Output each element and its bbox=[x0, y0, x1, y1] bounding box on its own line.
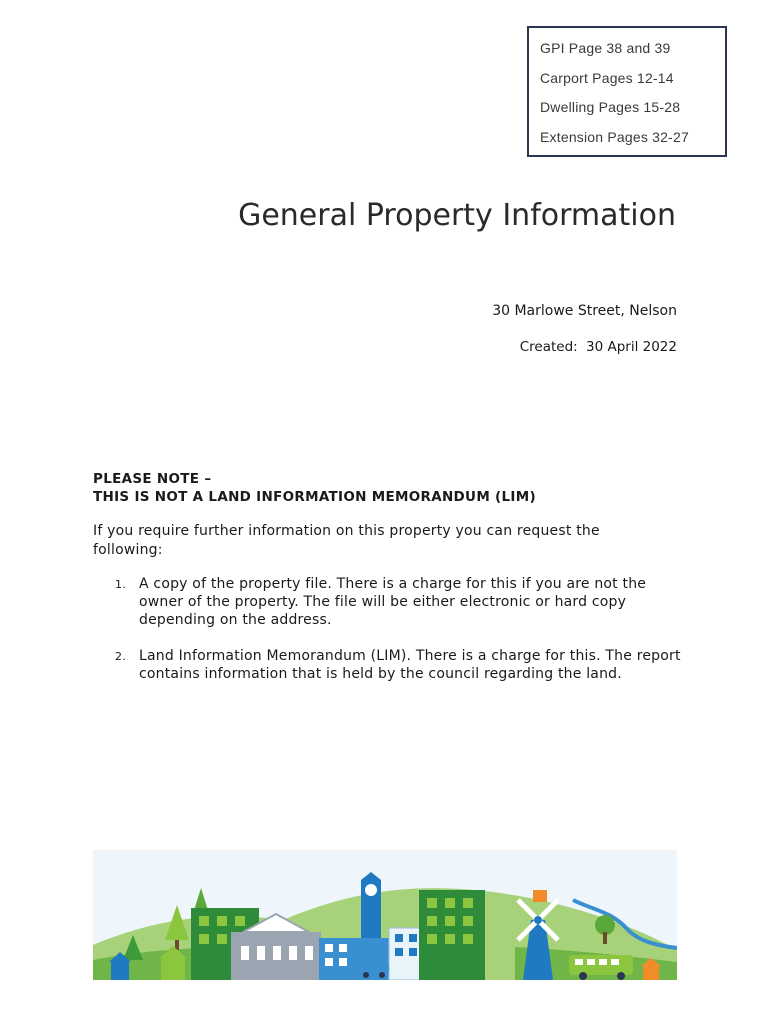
created-label: Created: bbox=[519, 339, 578, 355]
created-date: 30 April 2022 bbox=[586, 339, 677, 355]
please-note-heading bbox=[93, 470, 536, 506]
note-extension: Extension Pages 32-27 bbox=[540, 128, 689, 145]
list-number: 2. bbox=[115, 650, 126, 663]
list-number: 1. bbox=[115, 578, 126, 591]
list-item-text: A copy of the property file. There is a charge for this if you are not the owner of the property. The file will be either electronic or hard copy depending on the address. bbox=[139, 576, 647, 628]
property-address: 30 Marlowe Street, Nelson bbox=[492, 303, 677, 319]
city-illustration bbox=[93, 850, 677, 980]
note-dwelling: Dwelling Pages 15-28 bbox=[540, 99, 681, 115]
list-item-text: Land Information Memorandum (LIM). There is a charge for this. The report contains information that is held by the council regarding the land. bbox=[139, 648, 681, 682]
note-carport: Carport Pages 12-14 bbox=[540, 69, 674, 86]
intro-paragraph: If you require further information on this property you can request the following: bbox=[93, 523, 600, 558]
list-item bbox=[93, 647, 683, 683]
please-note-line: PLEASE NOTE – bbox=[93, 471, 212, 487]
document-title: General Property Information bbox=[238, 198, 676, 233]
note-gpi: GPI Page 38 and 39 bbox=[540, 40, 671, 56]
request-options-list bbox=[93, 575, 683, 683]
list-item bbox=[93, 575, 683, 629]
not-lim-line: THIS IS NOT A LAND INFORMATION MEMORANDUM (LIM) bbox=[93, 489, 536, 505]
page-references-box bbox=[527, 26, 727, 157]
created-date-line bbox=[520, 339, 677, 355]
